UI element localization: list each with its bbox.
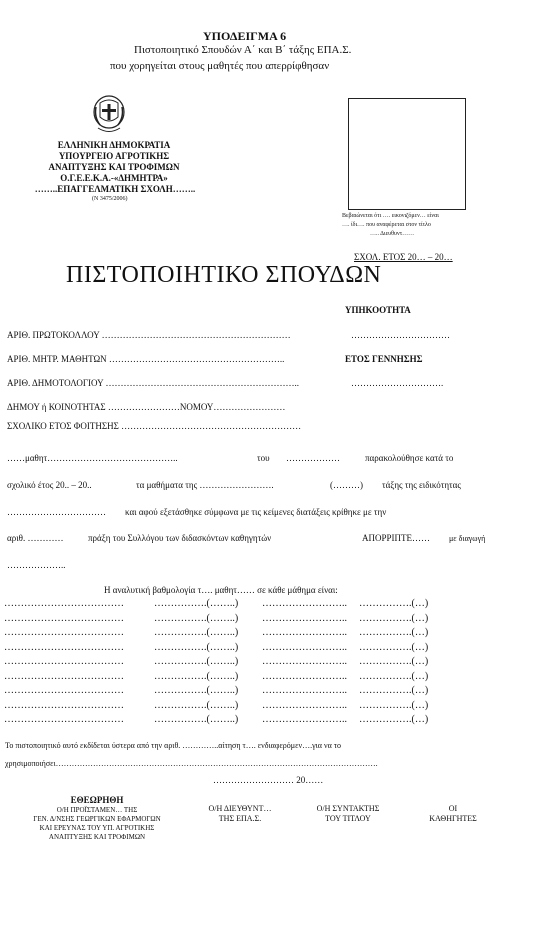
grade-row bbox=[4, 685, 524, 697]
grade-row bbox=[4, 598, 524, 610]
grade-cell: …………….(……..) bbox=[154, 641, 239, 653]
grade-cell: ……………………………… bbox=[4, 612, 124, 624]
body-specialty-value: …………………………… bbox=[7, 507, 106, 517]
grade-cell: …………………….. bbox=[262, 685, 347, 696]
grade-cell: …………….(……..) bbox=[154, 612, 239, 624]
grade-cell: …………………….. bbox=[262, 714, 347, 725]
school-year: ΣΧΟΛ. ΕΤΟΣ 20… – 20… bbox=[354, 252, 453, 262]
grade-cell: ……………………………… bbox=[4, 685, 124, 696]
grade-row bbox=[4, 700, 524, 712]
issuer-line-3: ΑΝΑΠΤΥΞΗΣ ΚΑΙ ΤΡΟΦΙΜΩΝ bbox=[48, 162, 180, 172]
grades-heading: Η αναλυτική βαθμολογία τ…. μαθητ…… σε κάθε μάθημα είναι: bbox=[104, 585, 338, 595]
director-title: Ο/Η ΔΙΕΥΘΥΝΤ… bbox=[208, 804, 272, 813]
grade-cell: …………………….. bbox=[262, 670, 347, 682]
grade-cell: …………….(……..) bbox=[154, 670, 239, 682]
grade-cell: …………….(……..) bbox=[154, 699, 239, 711]
issuer-school: ……..ΕΠΑΓΓΕΛΜΑΤΙΚΗ ΣΧΟΛΗ…….. bbox=[34, 184, 196, 194]
approval-line-3: ΚΑΙ ΕΡΕΥΝΑΣ ΤΟΥ ΥΠ. ΑΓΡΟΤΙΚΗΣ bbox=[39, 824, 155, 832]
birth-year-label: ΕΤΟΣ ΓΕΝΝΗΣΗΣ bbox=[345, 354, 423, 364]
issuer-line-1: ΕΛΛΗΝΙΚΗ ΔΗΜΟΚΡΑΤΙΑ bbox=[57, 140, 171, 150]
approval-title: ΕΘΕΩΡΗΘΗ bbox=[70, 795, 124, 805]
author-of-title: ΤΟΥ ΤΙΤΛΟΥ bbox=[325, 814, 371, 823]
photo-caption-3: ….. Διευθυντ…… bbox=[370, 231, 415, 237]
issue-date: ……………………… 20…… bbox=[213, 775, 324, 785]
grade-cell: …………….(…) bbox=[359, 641, 429, 653]
grade-cell: …………….(…) bbox=[359, 612, 429, 624]
photo-caption-2: …. ίδι…. που αναφέρεται στον τίτλο bbox=[342, 222, 431, 228]
grade-cell: …………….(……..) bbox=[154, 714, 239, 725]
body-student: ……μαθητ…………………………………….. bbox=[7, 453, 178, 463]
grade-row bbox=[4, 656, 524, 668]
grade-cell: ……………………………… bbox=[4, 627, 124, 638]
body-conduct-value: ……………….. bbox=[7, 560, 66, 570]
model-title: ΥΠΟΔΕΙΓΜΑ 6 bbox=[203, 29, 287, 43]
grade-cell: ……………………………… bbox=[4, 641, 124, 653]
municipal-registry-field: ΑΡΙΘ. ΔΗΜΟΤΟΛΟΓΙΟΥ ……………………………………………………….. bbox=[7, 378, 300, 388]
grade-cell: …………….(……..) bbox=[154, 627, 239, 638]
grade-cell: …………….(…) bbox=[359, 656, 429, 667]
teachers-article: ΟΙ bbox=[448, 804, 458, 813]
attendance-year-field: ΣΧΟΛΙΚΟ ΕΤΟΣ ΦΟΙΤΗΣΗΣ …………………………………………………… bbox=[7, 421, 302, 431]
issuer-line-2: ΥΠΟΥΡΓΕΙΟ ΑΓΡΟΤΙΚΗΣ bbox=[58, 151, 170, 161]
grade-cell: …………….(…) bbox=[359, 699, 429, 711]
approval-line-4: ΑΝΑΠΤΥΞΗΣ ΚΑΙ ΤΡΟΦΙΜΩΝ bbox=[48, 833, 146, 841]
issuer-line-4: Ο.Γ.Ε.Ε.Κ.Α.-«ΔΗΜΗΤΡΑ» bbox=[60, 173, 168, 183]
header-subtitle-1: Πιστοποιητικό Σπουδών Α΄ και Β΄ τάξης ΕΠΑ.Σ. bbox=[134, 44, 352, 56]
teachers-title: ΚΑΘΗΓΗΤΕΣ bbox=[429, 814, 477, 823]
grade-cell: …………….(…) bbox=[359, 670, 429, 682]
body-act: πράξη του Συλλόγου των διδασκόντων καθηγητών bbox=[88, 533, 272, 543]
body-class: (………) bbox=[330, 480, 363, 490]
greek-crest-icon bbox=[92, 95, 126, 139]
body-lessons: τα μαθήματα της ……………………. bbox=[136, 480, 274, 490]
citizenship-value: …………………………… bbox=[351, 330, 450, 340]
grade-row bbox=[4, 642, 524, 654]
grade-cell: …………….(…) bbox=[359, 685, 429, 696]
grade-cell: …………….(…) bbox=[359, 714, 429, 725]
grade-cell: ……………………………… bbox=[4, 714, 124, 725]
body-specialty: τάξης της ειδικότητας bbox=[382, 480, 461, 490]
grade-cell: …………….(……..) bbox=[154, 656, 239, 667]
header-subtitle-2: που χορηγείται στους μαθητές που απερρίφθησαν bbox=[110, 60, 330, 72]
grade-cell: …………………….. bbox=[262, 598, 347, 609]
document-title: ΠΙΣΤΟΠΟΙΗΤΙΚΟ ΣΠΟΥΔΩΝ bbox=[66, 262, 382, 288]
director-school: ΤΗΣ ΕΠΑ.Σ. bbox=[218, 814, 262, 823]
grade-cell: …………………….. bbox=[262, 656, 347, 667]
author-title: Ο/Η ΣΥΝΤΑΚΤΗΣ bbox=[316, 804, 380, 813]
grade-cell: ……………………………… bbox=[4, 699, 124, 711]
grade-cell: …………………….. bbox=[262, 641, 347, 653]
grade-cell: …………………….. bbox=[262, 612, 347, 624]
grade-cell: …………….(……..) bbox=[154, 598, 239, 609]
body-of: του bbox=[257, 453, 270, 463]
grade-cell: …………………….. bbox=[262, 627, 347, 638]
photo-caption-1: Βεβαιώνεται ότι …. εικονιζόμεν… είναι bbox=[342, 213, 439, 219]
grade-row bbox=[4, 714, 524, 726]
protocol-number-field: ΑΡΙΘ. ΠΡΩΤΟΚΟΛΛΟΥ ……………………………………………………… bbox=[7, 330, 291, 340]
grade-cell: ……………………………… bbox=[4, 656, 124, 667]
grade-cell: …………….(…) bbox=[359, 627, 429, 638]
photo-box bbox=[348, 98, 466, 210]
grade-cell: …………….(……..) bbox=[154, 685, 239, 696]
grade-cell: …………….(…) bbox=[359, 598, 429, 609]
citizenship-label: ΥΠΗΚΟΟΤΗΤΑ bbox=[345, 305, 411, 315]
issuer-law: (Ν 3475/2006) bbox=[92, 196, 128, 202]
grade-row bbox=[4, 613, 524, 625]
grade-cell: ……………………………… bbox=[4, 598, 124, 609]
grade-cell: …………………….. bbox=[262, 699, 347, 711]
birth-year-value: …………………………. bbox=[351, 378, 444, 388]
body-judged: και αφού εξετάσθηκε σύμφωνα με τις κείμενες διατάξεις κρίθηκε με την bbox=[125, 507, 387, 517]
grade-row bbox=[4, 671, 524, 683]
issued-purpose: χρησιμοποιήσει…………………………………………………………………………………………………………. bbox=[5, 759, 378, 768]
grade-cell: ……………………………… bbox=[4, 670, 124, 682]
body-rejected: ΑΠΟΡΡΙΠΤΕ…… bbox=[362, 533, 431, 543]
grade-row bbox=[4, 627, 524, 639]
body-conduct: με διαγωγή bbox=[449, 534, 486, 543]
issued-statement: Το πιστοποιητικό αυτό εκδίδεται ύστερα από την αριθ. …………..αίτηση τ…. ενδιαφερόμεν….για να το bbox=[5, 741, 341, 750]
body-parent: ……………… bbox=[286, 453, 340, 463]
student-registry-field: ΑΡΙΘ. ΜΗΤΡ. ΜΑΘΗΤΩΝ ………………………………………………….. bbox=[7, 354, 285, 364]
body-attended: παρακολούθησε κατά το bbox=[365, 453, 454, 463]
approval-line-2: ΓΕΝ. Δ/ΝΣΗΣ ΓΕΩΡΓΙΚΩΝ ΕΦΑΡΜΟΓΩΝ bbox=[33, 815, 161, 823]
approval-line-1: Ο/Η ΠΡΟΪΣΤΑΜΕΝ… ΤΗΣ bbox=[56, 806, 138, 814]
body-act-number: αριθ. ………… bbox=[7, 533, 64, 543]
body-year: σχολικό έτος 20.. – 20.. bbox=[7, 480, 92, 490]
municipality-field: ΔΗΜΟΥ ή ΚΟΙΝΟΤΗΤΑΣ ……………………ΝΟΜΟΥ…………………… bbox=[7, 402, 286, 412]
